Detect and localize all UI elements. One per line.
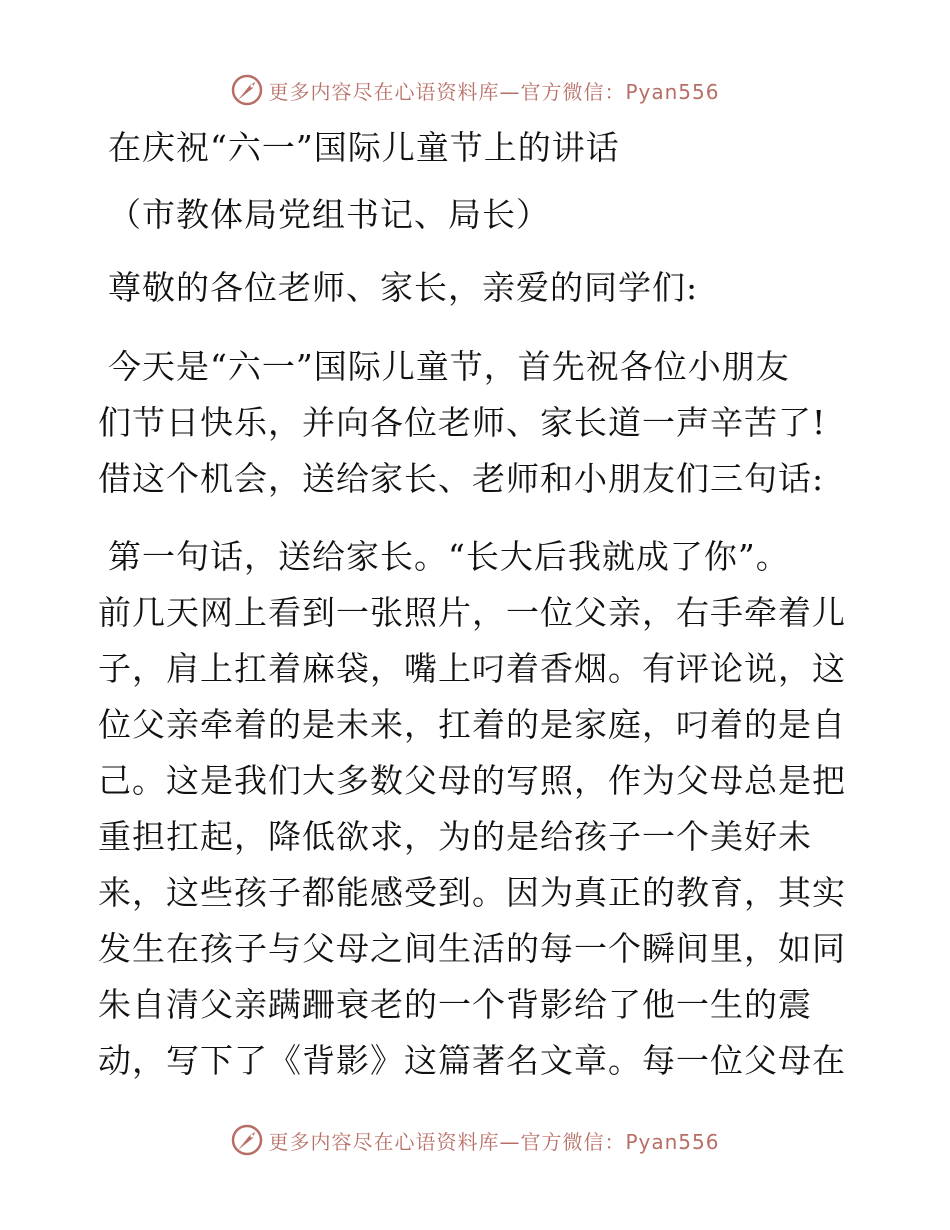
paragraph-line: 位父亲牵着的是未来，扛着的是家庭，叼着的是自 <box>98 705 846 744</box>
paragraph-line: 第一句话，送给家长。“长大后我就成了你”。 <box>108 537 790 576</box>
paragraph-line: 今天是“六一”国际儿童节，首先祝各位小朋友 <box>108 347 790 386</box>
paragraph-line: 发生在孩子与父母之间生活的每一个瞬间里，如同 <box>98 929 846 968</box>
footer-banner <box>0 1120 950 1160</box>
pen-nib-logo-icon <box>230 73 264 107</box>
paragraph-line: 朱自清父亲蹒跚衰老的一个背影给了他一生的震 <box>98 985 812 1024</box>
header-banner <box>0 70 950 110</box>
paragraph-line: 己。这是我们大多数父母的写照，作为父母总是把 <box>98 761 846 800</box>
paragraph-line: 来，这些孩子都能感受到。因为真正的教育，其实 <box>98 873 846 912</box>
document-body <box>98 118 858 1089</box>
document-title: 在庆祝“六一”国际儿童节上的讲话 <box>108 128 620 167</box>
paragraph-line: 重担扛起，降低欲求，为的是给孩子一个美好未 <box>98 817 812 856</box>
paragraph-2 <box>98 529 858 1089</box>
greeting: 尊敬的各位老师、家长，亲爱的同学们: <box>108 268 699 307</box>
paragraph-line: 动，写下了《背影》这篇著名文章。每一位父母在 <box>98 1041 846 1080</box>
paragraph-line: 前几天网上看到一张照片，一位父亲，右手牵着儿 <box>98 593 846 632</box>
paragraph-line: 子，肩上扛着麻袋，嘴上叼着香烟。有评论说，这 <box>98 649 846 688</box>
paragraph-1 <box>98 339 858 507</box>
paragraph-line: 们节日快乐，并向各位老师、家长道一声辛苦了! <box>98 403 827 442</box>
paragraph-line: 借这个机会，送给家长、老师和小朋友们三句话: <box>98 459 825 498</box>
document-subtitle: （市教体局党组书记、局长） <box>108 195 550 234</box>
footer-text: 更多内容尽在心语资料库—官方微信：Pyan556 <box>268 1129 720 1154</box>
pen-nib-logo-icon <box>230 1123 264 1157</box>
header-text: 更多内容尽在心语资料库—官方微信：Pyan556 <box>268 79 720 104</box>
